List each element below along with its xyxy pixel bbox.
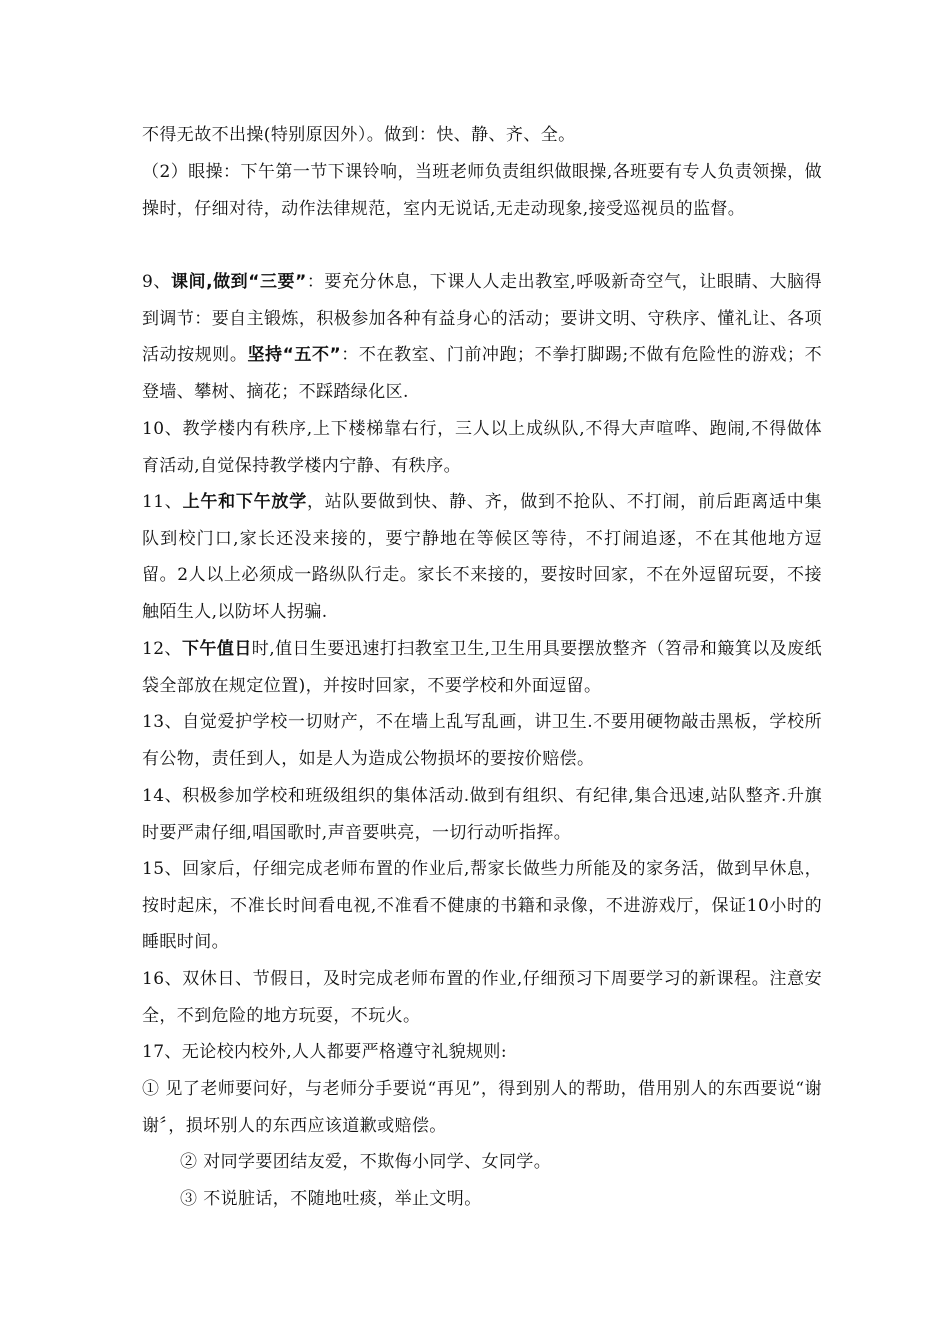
bold-text: 上午和下午放学 — [182, 492, 307, 512]
list-item-etiquette-3 — [180, 1181, 820, 1218]
paragraph-rule-11-dismissal — [142, 484, 822, 631]
text: ，站队要做到快、静、齐，做到不抢队、不打闹，前后距离适中集队到校门口,家长还没来接的，要宁静地在等候区等待，不打闹追逐，不在其他地方逗留。2人以上必须成一路纵队行走。家长不来接的，要按时回家，不在外逗留玩耍，不接触陌生人,以防坏人拐骗. — [142, 492, 822, 623]
text: （2）眼操：下午第一节下课铃响，当班老师负责组织做眼操,各班要有专人负责领操，做操时，仔细对待，动作法律规范，室内无说话,无走动现象,接受巡视员的监督。 — [142, 162, 822, 219]
text: 14、积极参加学校和班级组织的集体活动.做到有组织、有纪律,集合迅速,站队整齐.升旗时要严肃仔细,唱国歌时,声音要哄亮，一切行动听指挥。 — [142, 786, 822, 843]
bold-text: 坚持“五不” — [247, 345, 342, 366]
text: 11、 — [142, 492, 183, 512]
paragraph-rule-9-recess — [142, 264, 822, 411]
paragraph-rule-17-etiquette — [142, 1034, 822, 1071]
text: 16、双休日、节假日，及时完成老师布置的作业,仔细预习下周要学习的新课程。注意安全，不到危险的地方玩耍，不玩火。 — [142, 969, 822, 1026]
text: ：不在教室、门前冲跑；不拳打脚踢;不做有危险性的游戏；不登墙、攀树、摘花；不踩踏绿化区. — [142, 345, 822, 403]
paragraph-eye-exercise — [142, 154, 822, 227]
paragraph-rule-13-property — [142, 704, 822, 777]
bold-text: 下午值日 — [181, 639, 252, 659]
text: ② 对同学要团结友爱，不欺侮小同学、女同学。 — [180, 1152, 552, 1172]
text: 时,值日生要迅速打扫教室卫生,卫生用具要摆放整齐（笤帚和簸箕以及废纸袋全部放在规定位置)，并按时回家，不要学校和外面逗留。 — [142, 639, 822, 696]
paragraph-rule-15-home — [142, 851, 822, 961]
text: 17、无论校内校外,人人都要严格遵守礼貌规则: — [142, 1042, 507, 1062]
text: 13、自觉爱护学校一切财产，不在墙上乱写乱画，讲卫生.不要用硬物敲击黑板，学校所有公物，责任到人，如是人为造成公物损坏的要按价赔偿。 — [142, 712, 822, 769]
bold-text: 课间,做到“三要” — [170, 272, 307, 292]
text: 9、 — [142, 272, 171, 292]
list-item-etiquette-1 — [142, 1071, 822, 1144]
text: ① 见了老师要问好，与老师分手要说“再见”，得到别人的帮助，借用别人的东西要说“谢谢〞，损坏别人的东西应该道歉或赔偿。 — [142, 1079, 822, 1136]
paragraph-rule-12-duty — [142, 631, 822, 704]
list-item-etiquette-2 — [180, 1144, 820, 1181]
text: 15、回家后，仔细完成老师布置的作业后,帮家长做些力所能及的家务活，做到早休息，按时起床，不准长时间看电视,不准看不健康的书籍和录像，不进游戏厅，保证10小时的睡眠时间。 — [142, 859, 822, 953]
paragraph-exercise-attendance — [142, 117, 822, 154]
text: 不得无故不出操(特别原因外）。做到：快、静、齐、全。 — [142, 125, 576, 145]
text: 10、教学楼内有秩序,上下楼梯靠右行，三人以上成纵队,不得大声喧哗、跑闹,不得做体育活动,自觉保持教学楼内宁静、有秩序。 — [142, 419, 822, 476]
text: 12、 — [142, 639, 182, 659]
text: ③ 不说脏话，不随地吐痰，举止文明。 — [180, 1189, 482, 1209]
paragraph-rule-14-activities — [142, 778, 822, 851]
paragraph-rule-16-holidays — [142, 961, 822, 1034]
paragraph-rule-10-building-order — [142, 411, 822, 484]
text: ：要充分休息，下课人人走出教室,呼吸新奇空气，让眼睛、大脑得到调节：要自主锻炼，积极参加各种有益身心的活动；要讲文明、守秩序、懂礼让、各项活动按规则。 — [142, 272, 822, 366]
